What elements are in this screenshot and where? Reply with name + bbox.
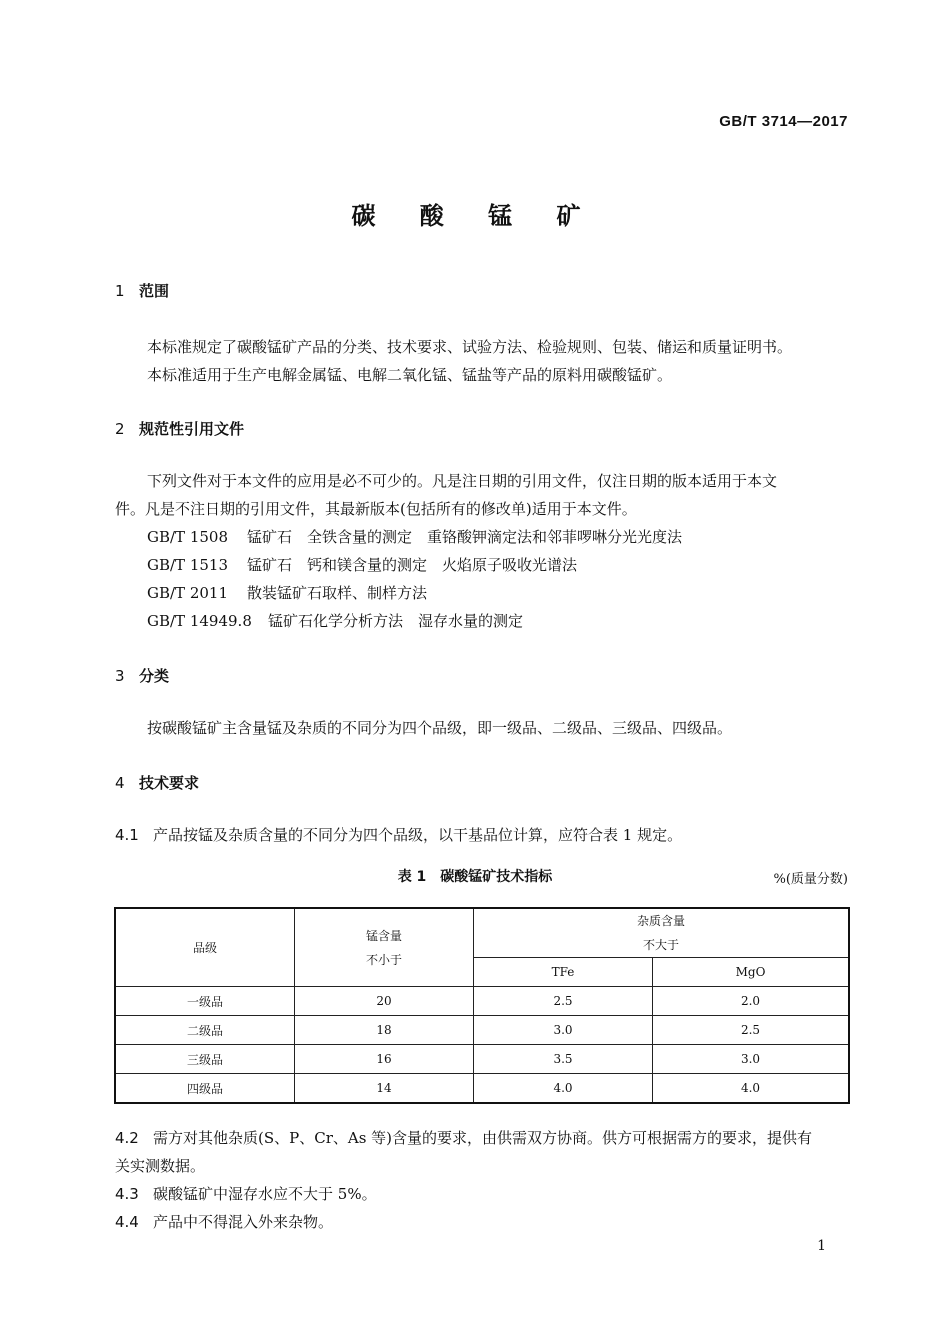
- section-3-heading: [115, 665, 169, 686]
- paragraph: 件。凡是不注日期的引用文件，其最新版本(包括所有的修改单)适用于本文件。: [115, 500, 637, 518]
- clause-text: 产品按锰及杂质含量的不同分为四个品级，以干基品位计算，应符合表 1 规定。: [153, 826, 683, 844]
- header-grade: 品级: [115, 908, 295, 987]
- reference-title: 锰矿石 全铁含量的测定 重铬酸钾滴定法和邻菲啰啉分光光度法: [247, 528, 683, 546]
- normative-reference: [147, 582, 427, 603]
- page-number: 1: [817, 1238, 826, 1254]
- paragraph: 本标准规定了碳酸锰矿产品的分类、技术要求、试验方法、检验规则、包装、储运和质量证明书。: [147, 338, 793, 356]
- clause-text: 产品中不得混入外来杂物。: [153, 1213, 334, 1231]
- header-impurity: [474, 908, 850, 958]
- table-row: [115, 1074, 849, 1104]
- section-title: 技术要求: [139, 774, 200, 792]
- table-caption: 表 1 碳酸锰矿技术指标: [397, 869, 553, 885]
- cell-mn: 16: [295, 1045, 474, 1074]
- normative-reference: [147, 554, 577, 575]
- section-number: 1: [115, 282, 125, 300]
- clause-text: 碳酸锰矿中湿存水应不大于 5%。: [153, 1185, 377, 1203]
- reference-code: GB/T 14949.8: [147, 612, 252, 630]
- clause-text: 需方对其他杂质(S、P、Cr、As 等)含量的要求，由供需双方协商。供方可根据需方的要求，提供有: [153, 1129, 813, 1147]
- cell-mgo: 3.0: [653, 1045, 850, 1074]
- header-impurity-line2: 不大于: [642, 938, 679, 952]
- cell-grade: 一级品: [115, 987, 295, 1016]
- paragraph: 按碳酸锰矿主含量锰及杂质的不同分为四个品级，即一级品、二级品、三级品、四级品。: [147, 719, 733, 737]
- reference-code: GB/T 1513: [147, 556, 229, 574]
- clause-4-3: [115, 1183, 377, 1204]
- section-title: 分类: [139, 667, 170, 685]
- table-row: [115, 987, 849, 1016]
- section-4-heading: [115, 772, 199, 793]
- document-title: 碳 酸 锰 矿: [351, 202, 599, 230]
- cell-mn: 20: [295, 987, 474, 1016]
- table-unit: %(质量分数): [773, 872, 848, 887]
- cell-tfe: 4.0: [474, 1074, 653, 1104]
- normative-reference: [147, 610, 523, 631]
- cell-mgo: 4.0: [653, 1074, 850, 1104]
- reference-code: GB/T 1508: [147, 528, 229, 546]
- table-row: [115, 1045, 849, 1074]
- cell-grade: 二级品: [115, 1016, 295, 1045]
- table-row: [115, 1016, 849, 1045]
- section-title: 范围: [139, 282, 170, 300]
- cell-tfe: 2.5: [474, 987, 653, 1016]
- header-mgo: MgO: [653, 958, 850, 987]
- cell-tfe: 3.0: [474, 1016, 653, 1045]
- section-1-heading: [115, 280, 169, 301]
- reference-title: 散装锰矿石取样、制样方法: [247, 584, 428, 602]
- cell-mgo: 2.0: [653, 987, 850, 1016]
- clause-number: 4.1: [115, 826, 139, 844]
- reference-title: 锰矿石 钙和镁含量的测定 火焰原子吸收光谱法: [247, 556, 578, 574]
- section-2-heading: [115, 418, 244, 439]
- header-mn-line1: 锰含量: [365, 928, 402, 943]
- header-mn: [295, 908, 474, 987]
- clause-number: 4.2: [115, 1129, 139, 1147]
- paragraph: 下列文件对于本文件的应用是必不可少的。凡是注日期的引用文件，仅注日期的版本适用于本文: [147, 472, 778, 490]
- cell-grade: 三级品: [115, 1045, 295, 1074]
- standard-code: GB/T 3714—2017: [719, 113, 848, 130]
- clause-4-4: [115, 1211, 333, 1232]
- header-tfe: TFe: [474, 958, 653, 987]
- cell-grade: 四级品: [115, 1074, 295, 1104]
- section-number: 2: [115, 420, 125, 438]
- section-number: 3: [115, 667, 125, 685]
- cell-tfe: 3.5: [474, 1045, 653, 1074]
- clause-number: 4.4: [115, 1213, 139, 1231]
- clause-4-2: [115, 1127, 812, 1148]
- normative-reference: [147, 526, 682, 547]
- paragraph: 本标准适用于生产电解金属锰、电解二氧化锰、锰盐等产品的原料用碳酸锰矿。: [147, 366, 673, 384]
- cell-mn: 18: [295, 1016, 474, 1045]
- spec-table: [114, 907, 850, 1104]
- reference-title: 锰矿石化学分析方法 湿存水量的测定: [268, 612, 524, 630]
- clause-number: 4.3: [115, 1185, 139, 1203]
- section-number: 4: [115, 774, 125, 792]
- section-title: 规范性引用文件: [139, 420, 245, 438]
- header-impurity-line1: 杂质含量: [636, 914, 685, 928]
- clause-4-2-continuation: 关实测数据。: [115, 1157, 206, 1175]
- cell-mgo: 2.5: [653, 1016, 850, 1045]
- reference-code: GB/T 2011: [147, 584, 229, 602]
- clause-4-1: [115, 824, 682, 845]
- header-mn-line2: 不小于: [365, 952, 402, 967]
- cell-mn: 14: [295, 1074, 474, 1104]
